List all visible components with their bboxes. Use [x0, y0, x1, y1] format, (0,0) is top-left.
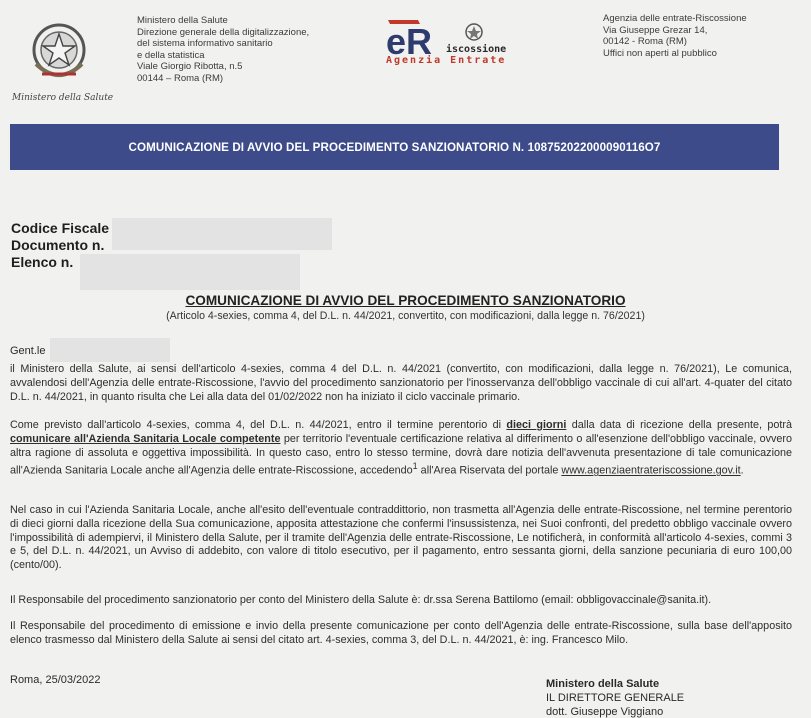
ministry-signature-script: Ministero della Salute: [12, 93, 114, 103]
paragraph-1: il Ministero della Salute, ai sensi dell'articolo 4-sexies, comma 4 del D.L. n. 44/2021 (convertito, con modificazioni, dalla legge n. 76/2021), Le comunica, avvalendosi dell'Agenzia delle entrate-Riscossione, l'avvio del procedimento sanzionatorio per l'inosservanza dell'obbligo vaccinale di cui all'art. 4-quater del citato D.L. n. 44/2021, in quanto risulta che Lei alla data del 01/02/2022 non ha iniziato il ciclo vaccinale primario.: [10, 363, 792, 403]
logo-main-text: eR: [386, 21, 433, 62]
agency-line: Uffici non aperti al pubblico: [603, 47, 717, 59]
ministry-address: [137, 15, 347, 84]
italian-republic-emblem: [28, 20, 90, 86]
paragraph-3: Nel caso in cui l'Azienda Sanitaria Locale, anche all'esito dell'eventuale contraddittorio, non trasmetta all'Agenzia delle entrate-Riscossione, nel termine perentorio di dieci giorni dalla ricezione della Sua comunicazione, apposita attestazione che confermi l'insussistenza, nei Suoi confronti, del predetto obbligo vaccinale ovvero l'impossibilità di adempiervi, il Ministero della Salute, per il tramite dell'Agenzia delle entrate-Riscossione, Le notificherà, in conformità all'articolo 4-sexies, commi 3 e 5, del D.L. n. 44/2021, un Avviso di addebito, con valore di titolo esecutivo, per il pagamento, entro sessanta giorni, della sanzione pecuniaria di euro 100,00 (cento/00).: [10, 504, 792, 572]
redacted-area: [80, 254, 300, 290]
ministry-line: e della statistica: [137, 49, 205, 61]
footnote-marker: 1: [412, 461, 418, 472]
paragraph-2-text: per territorio l'eventuale certificazione relativa al differimento o all'esenzione dell'obbligo vaccinale, ovvero altra ragione di assoluta e oggettiva impossibilità. In questo caso, entro lo stesso termine, dovrà dare notizia dell'avvenuta presentazione di tale comunicazione all'Azienda Sanitaria Locale anche all'Agenzia delle entrate-Riscossione, accedendo: [10, 432, 792, 477]
portal-link[interactable]: www.agenziaentrateriscossione.gov.it: [561, 464, 741, 477]
redacted-area: [112, 218, 332, 250]
paragraph-2-text: dalla data di ricezione della presente, potrà: [566, 419, 792, 431]
procedure-banner: COMUNICAZIONE DI AVVIO DEL PROCEDIMENTO SANZIONATORIO N. 108752022000090116O7: [10, 124, 779, 170]
signature-org: Ministero della Salute: [546, 678, 660, 690]
star-emblem-icon: [28, 20, 90, 86]
asl-emphasis: comunicare all'Azienda Sanitaria Locale competente: [10, 432, 281, 445]
paragraph-2: [10, 419, 792, 479]
logo-subtitle: Agenzia Entrate: [386, 55, 507, 66]
logo-riscossione-text: iscossione: [446, 44, 507, 55]
elenco-label: Elenco n.: [11, 254, 74, 270]
ministry-line: Ministero della Salute: [137, 15, 228, 26]
documento-label: Documento n.: [11, 237, 105, 253]
codice-fiscale-label: Codice Fiscale: [11, 220, 110, 236]
document-title: COMUNICAZIONE DI AVVIO DEL PROCEDIMENTO SANZIONATORIO: [185, 293, 626, 308]
agency-line: Agenzia delle entrate-Riscossione: [603, 13, 747, 24]
redacted-area: [50, 338, 170, 362]
ministry-line: 00144 – Roma (RM): [137, 72, 224, 84]
greeting: Gent.le: [10, 345, 46, 357]
ministry-line: del sistema informativo sanitario: [137, 38, 273, 49]
paragraph-2-text: all'Area Riservata del portale: [417, 464, 562, 477]
republic-seal-icon: [466, 24, 482, 40]
ministry-line: Viale Giorgio Ribotta, n.5: [137, 61, 243, 72]
paragraph-2-text: .: [740, 464, 744, 477]
document-subtitle: (Articolo 4-sexies, comma 4, del D.L. n. 44/2021, convertito, con modificazioni, dalla legge n. 76/2021): [166, 310, 645, 322]
paragraph-4: Il Responsabile del procedimento sanzionatorio per conto del Ministero della Salute è: dr.ssa Serena Battilomo (email: obbligovaccinale@sanita.it).: [10, 594, 712, 606]
paragraph-2-text: Come previsto dall'articolo 4-sexies, comma 4, del D.L. n. 44/2021, entro il termine perentorio di: [10, 419, 507, 431]
ministry-line: Direzione generale della digitalizzazione,: [137, 26, 310, 38]
deadline-emphasis: dieci giorni: [506, 419, 567, 431]
agency-line: Via Giuseppe Grezar 14,: [603, 24, 708, 36]
signature-name: dott. Giuseppe Viggiano: [546, 706, 664, 718]
place-date: Roma, 25/03/2022: [10, 674, 101, 686]
signature-role: IL DIRETTORE GENERALE: [546, 692, 685, 704]
paragraph-5: Il Responsabile del procedimento di emissione e invio della presente comunicazione per conto dell'Agenzia delle entrate-Riscossione, sulla base dell'apposito elenco trasmesso dal Ministero della Salute ai sensi del citato art. 4-sexies, comma 3, del D.L. n. 44/2021, è: ing. Francesco Milo.: [10, 620, 792, 646]
agency-address: [603, 13, 793, 59]
agency-line: 00142 - Roma (RM): [603, 36, 687, 47]
